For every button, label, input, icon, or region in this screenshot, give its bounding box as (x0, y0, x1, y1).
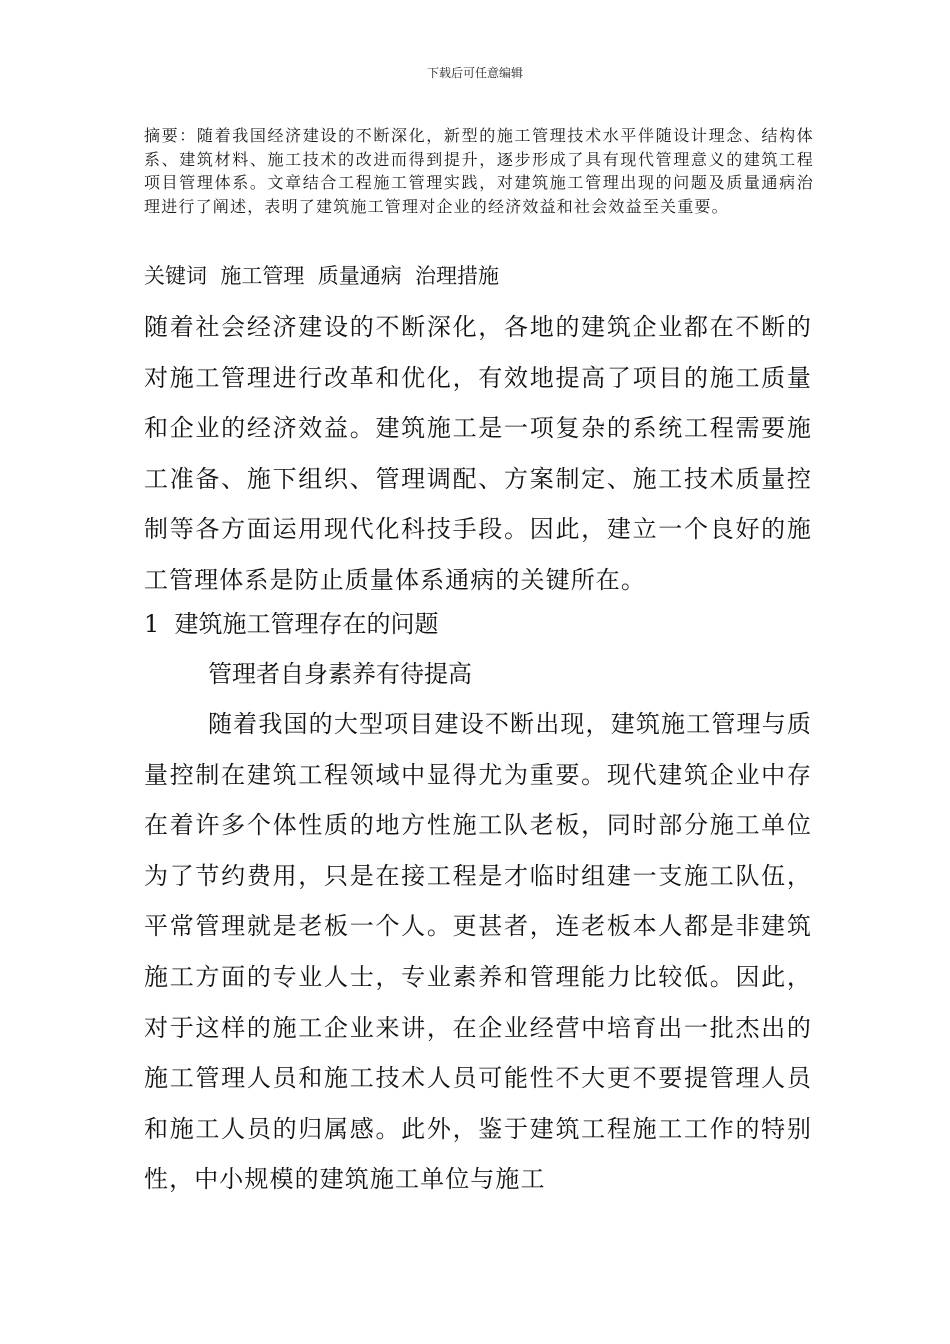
section-body-paragraph: 随着我国的大型项目建设不断出现，建筑施工管理与质量控制在建筑工程领域中显得尤为重要。现代建筑企业中存在着许多个体性质的地方性施工队老板，同时部分施工单位为了节约费用，只是在接工程是才临时组建一支施工队伍，平常管理就是老板一个人。更甚者，连老板本人都是非建筑施工方面的专业人士，专业素养和管理能力比较低。因此，对于这样的施工企业来讲，在企业经营中培育出一批杰出的施工管理人员和施工技术人员可能性不大更不要提管理人员和施工人员的归属感。此外，鉴于建筑工程施工工作的特别性，中小规模的建筑施工单位与施工 (144, 710, 812, 1194)
page-header-note: 下载后可任意编辑 (426, 66, 523, 80)
section-heading: 1 建筑施工管理存在的问题 (144, 610, 439, 638)
subsection-heading: 管理者自身素养有待提高 (208, 660, 472, 688)
keywords: 关键词 施工管理 质量通病 治理措施 (144, 264, 500, 288)
abstract: 摘要：随着我国经济建设的不断深化，新型的施工管理技术水平伴随设计理念、结构体系、建筑材料、施工技术的改进而得到提升，逐步形成了具有现代管理意义的建筑工程项目管理体系。文章结合工程施工管理实践，对建筑施工管理出现的问题及质量通病治理进行了阐述，表明了建筑施工管理对企业的经济效益和社会效益至关重要。 (144, 126, 814, 216)
intro-paragraph: 随着社会经济建设的不断深化，各地的建筑企业都在不断的对施工管理进行改革和优化，有效地提高了项目的施工质量和企业的经济效益。建筑施工是一项复杂的系统工程需要施工准备、施下组织、管理调配、方案制定、施工技术质量控制等各方面运用现代化科技手段。因此，建立一个良好的施工管理体系是防止质量体系通病的关键所在。 (144, 313, 812, 594)
